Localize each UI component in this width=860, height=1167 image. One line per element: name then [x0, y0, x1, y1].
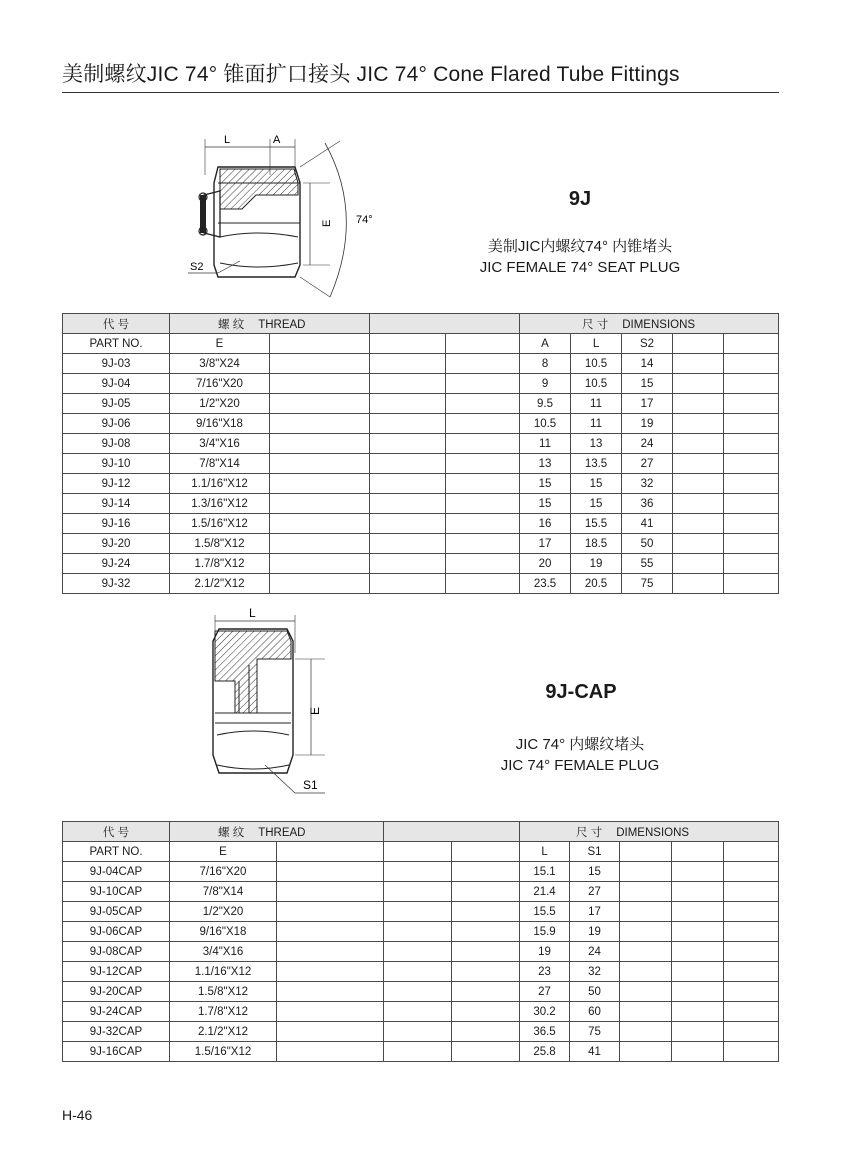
cell-s2: 41 — [622, 514, 673, 534]
table-row — [63, 514, 779, 534]
table-subheader-row — [63, 842, 779, 862]
cell-l: 19 — [520, 942, 570, 962]
cell-e: 3/4"X16 — [170, 942, 277, 962]
page-number: H-46 — [62, 1107, 93, 1123]
cell-l: 27 — [520, 982, 570, 1002]
cell-e: 1.5/16"X12 — [170, 1042, 277, 1062]
table-row — [63, 354, 779, 374]
cell-e: 7/16"X20 — [170, 862, 277, 882]
product-code: 9J — [568, 188, 592, 210]
cell-part: 9J-05 — [63, 394, 170, 414]
cell-l: 11 — [571, 414, 622, 434]
product-name-cn: JIC 74° 内螺纹堵头 — [515, 736, 645, 753]
table-header-row — [63, 822, 779, 842]
cell-s2: 32 — [622, 474, 673, 494]
dim-label-s2: S2 — [190, 261, 204, 273]
table-row — [63, 574, 779, 594]
cell-a: 13 — [520, 454, 571, 474]
female-plug-drawing — [195, 605, 345, 805]
cell-e: 1.3/16"X12 — [170, 494, 270, 514]
cell-l: 15.9 — [520, 922, 570, 942]
cell-a: 15 — [520, 474, 571, 494]
cell-l: 15 — [571, 494, 622, 514]
cell-l: 30.2 — [520, 1002, 570, 1022]
cell-s2: 14 — [622, 354, 673, 374]
cell-e: 9/16"X18 — [170, 922, 277, 942]
cell-part: 9J-32CAP — [63, 1022, 170, 1042]
cell-l: 15.5 — [571, 514, 622, 534]
header-a: A — [520, 334, 571, 354]
cell-l: 13.5 — [571, 454, 622, 474]
cell-e: 7/8"X14 — [170, 882, 277, 902]
cell-part: 9J-08 — [63, 434, 170, 454]
dim-label-l: L — [224, 134, 231, 146]
cell-s2: 50 — [622, 534, 673, 554]
table-row — [63, 962, 779, 982]
cell-a: 10.5 — [520, 414, 571, 434]
cell-part: 9J-04CAP — [63, 862, 170, 882]
cell-e: 1.5/8"X12 — [170, 982, 277, 1002]
cell-l: 11 — [571, 394, 622, 414]
cell-e: 3/4"X16 — [170, 434, 270, 454]
cell-part: 9J-32 — [63, 574, 170, 594]
header-thread: 螺 纹 THREAD — [170, 822, 384, 842]
cell-l: 21.4 — [520, 882, 570, 902]
header-s2: S2 — [622, 334, 673, 354]
cell-s1: 32 — [570, 962, 620, 982]
table-row — [63, 1022, 779, 1042]
cell-l: 15 — [571, 474, 622, 494]
cell-e: 2.1/2"X12 — [170, 1022, 277, 1042]
header-part-cn: 代 号 — [63, 314, 170, 334]
angle-label: 74° — [356, 214, 373, 226]
cell-a: 11 — [520, 434, 571, 454]
cell-part: 9J-16CAP — [63, 1042, 170, 1062]
dim-label-e: E — [321, 219, 333, 227]
cell-a: 15 — [520, 494, 571, 514]
cell-part: 9J-16 — [63, 514, 170, 534]
product-name-cn: 美制JIC内螺纹74° 内锥堵头 — [487, 238, 673, 255]
product-name-en: JIC FEMALE 74° SEAT PLUG — [479, 259, 681, 276]
cell-part: 9J-20 — [63, 534, 170, 554]
table-row — [63, 1042, 779, 1062]
cell-l: 19 — [571, 554, 622, 574]
cell-part: 9J-10 — [63, 454, 170, 474]
cell-a: 16 — [520, 514, 571, 534]
cell-l: 13 — [571, 434, 622, 454]
dim-label-s1: S1 — [303, 778, 318, 792]
cell-a: 9 — [520, 374, 571, 394]
cell-e: 1.5/16"X12 — [170, 514, 270, 534]
table-row — [63, 882, 779, 902]
header-part-en: PART NO. — [63, 842, 170, 862]
header-part-en: PART NO. — [63, 334, 170, 354]
header-l: L — [520, 842, 570, 862]
cell-s2: 55 — [622, 554, 673, 574]
cell-e: 1.1/16"X12 — [170, 474, 270, 494]
cell-s2: 17 — [622, 394, 673, 414]
cell-l: 25.8 — [520, 1042, 570, 1062]
cell-a: 23.5 — [520, 574, 571, 594]
table-row — [63, 862, 779, 882]
cell-l: 10.5 — [571, 374, 622, 394]
cell-s2: 75 — [622, 574, 673, 594]
cell-l: 36.5 — [520, 1022, 570, 1042]
cell-e: 9/16"X18 — [170, 414, 270, 434]
table-row — [63, 374, 779, 394]
cell-part: 9J-20CAP — [63, 982, 170, 1002]
header-e: E — [170, 334, 270, 354]
seat-plug-drawing — [180, 125, 380, 305]
cell-part: 9J-10CAP — [63, 882, 170, 902]
table-row — [63, 922, 779, 942]
title-divider — [62, 92, 779, 93]
cell-l: 15.5 — [520, 902, 570, 922]
dim-label-e: E — [308, 706, 322, 715]
dim-label-l: L — [249, 606, 256, 620]
cell-l: 15.1 — [520, 862, 570, 882]
header-part-cn: 代 号 — [63, 822, 170, 842]
cell-s1: 41 — [570, 1042, 620, 1062]
cell-s1: 60 — [570, 1002, 620, 1022]
cell-e: 3/8"X24 — [170, 354, 270, 374]
table-row — [63, 494, 779, 514]
cell-s1: 17 — [570, 902, 620, 922]
header-l: L — [571, 334, 622, 354]
header-blank — [370, 314, 520, 334]
cell-e: 2.1/2"X12 — [170, 574, 270, 594]
cell-l: 18.5 — [571, 534, 622, 554]
cell-part: 9J-06 — [63, 414, 170, 434]
table-header-row — [63, 314, 779, 334]
cell-s2: 27 — [622, 454, 673, 474]
cell-part: 9J-06CAP — [63, 922, 170, 942]
table-row — [63, 414, 779, 434]
table-subheader-row — [63, 334, 779, 354]
cell-l: 23 — [520, 962, 570, 982]
header-thread: 螺 纹 THREAD — [170, 314, 370, 334]
header-dimensions: 尺 寸 DIMENSIONS — [520, 314, 779, 334]
table-row — [63, 1002, 779, 1022]
table-row — [63, 534, 779, 554]
cell-part: 9J-05CAP — [63, 902, 170, 922]
cell-e: 1/2"X20 — [170, 394, 270, 414]
table-row — [63, 394, 779, 414]
female-plug-spec-table — [62, 821, 779, 1062]
cell-part: 9J-24CAP — [63, 1002, 170, 1022]
cell-part: 9J-12CAP — [63, 962, 170, 982]
cell-s2: 15 — [622, 374, 673, 394]
cell-e: 1.1/16"X12 — [170, 962, 277, 982]
cell-s1: 27 — [570, 882, 620, 902]
table-row — [63, 902, 779, 922]
product-code: 9J-CAP — [545, 681, 617, 703]
cell-a: 17 — [520, 534, 571, 554]
cell-l: 10.5 — [571, 354, 622, 374]
table-row — [63, 982, 779, 1002]
cell-s1: 24 — [570, 942, 620, 962]
cell-l: 20.5 — [571, 574, 622, 594]
cell-s1: 50 — [570, 982, 620, 1002]
product-name-en: JIC 74° FEMALE PLUG — [500, 757, 660, 774]
cell-a: 20 — [520, 554, 571, 574]
cell-part: 9J-04 — [63, 374, 170, 394]
cell-part: 9J-14 — [63, 494, 170, 514]
table-row — [63, 942, 779, 962]
cell-e: 1.7/8"X12 — [170, 554, 270, 574]
cell-part: 9J-03 — [63, 354, 170, 374]
cell-e: 1.5/8"X12 — [170, 534, 270, 554]
cell-s2: 36 — [622, 494, 673, 514]
cell-part: 9J-12 — [63, 474, 170, 494]
table-row — [63, 554, 779, 574]
cell-s1: 19 — [570, 922, 620, 942]
dim-label-a: A — [273, 134, 281, 146]
table-row — [63, 434, 779, 454]
header-blank — [384, 822, 520, 842]
seat-plug-spec-table — [62, 313, 779, 594]
header-e: E — [170, 842, 277, 862]
table-row — [63, 474, 779, 494]
cell-e: 1/2"X20 — [170, 902, 277, 922]
cell-part: 9J-08CAP — [63, 942, 170, 962]
header-dimensions: 尺 寸 DIMENSIONS — [520, 822, 779, 842]
cell-e: 1.7/8"X12 — [170, 1002, 277, 1022]
cell-s1: 15 — [570, 862, 620, 882]
cell-s2: 19 — [622, 414, 673, 434]
cell-s1: 75 — [570, 1022, 620, 1042]
page-title: 美制螺纹JIC 74° 锥面扩口接头 JIC 74° Cone Flared Tube Fittings — [62, 63, 680, 86]
cell-e: 7/8"X14 — [170, 454, 270, 474]
cell-s2: 24 — [622, 434, 673, 454]
cell-a: 9.5 — [520, 394, 571, 414]
cell-part: 9J-24 — [63, 554, 170, 574]
header-s1: S1 — [570, 842, 620, 862]
cell-a: 8 — [520, 354, 571, 374]
cell-e: 7/16"X20 — [170, 374, 270, 394]
table-row — [63, 454, 779, 474]
